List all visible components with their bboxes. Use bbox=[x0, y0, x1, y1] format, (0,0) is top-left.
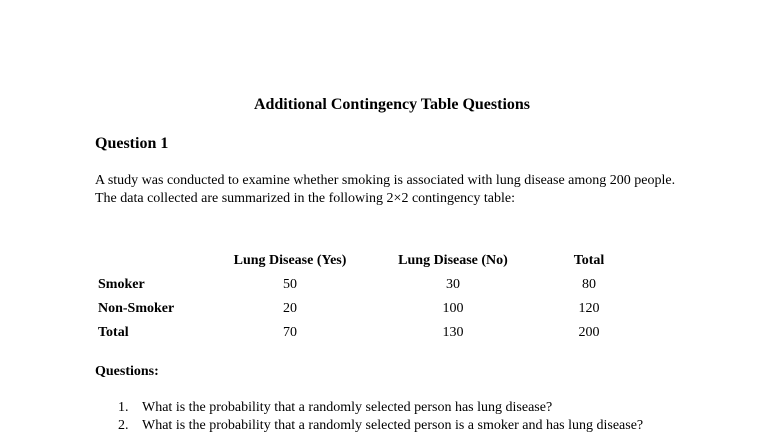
list-item bbox=[95, 399, 675, 417]
table-row-total bbox=[95, 321, 629, 345]
question-number: 2. bbox=[118, 418, 129, 433]
cell-total: 80 bbox=[582, 277, 596, 292]
intro-line-1: A study was conducted to examine whether smoking is associated with lung disease among 200 people. bbox=[95, 173, 676, 188]
intro-line-2: The data collected are summarized in the following 2×2 contingency table: bbox=[95, 191, 515, 206]
question-heading: Question 1 bbox=[95, 135, 169, 152]
cell-no: 130 bbox=[442, 325, 464, 340]
table-row-non-smoker bbox=[95, 297, 629, 321]
header-lung-disease-no: Lung Disease (No) bbox=[398, 253, 508, 268]
header-total: Total bbox=[573, 253, 605, 268]
table-row-smoker bbox=[95, 273, 629, 297]
cell-yes: 50 bbox=[283, 277, 297, 292]
header-blank bbox=[95, 249, 223, 273]
cell-no: 30 bbox=[446, 277, 460, 292]
questions-list bbox=[95, 399, 675, 435]
cell-yes: 20 bbox=[283, 301, 297, 316]
intro-paragraph bbox=[95, 172, 695, 208]
header-lung-disease-yes: Lung Disease (Yes) bbox=[233, 253, 347, 268]
questions-heading: Questions: bbox=[95, 364, 159, 379]
list-item bbox=[95, 417, 675, 435]
table-header-row bbox=[95, 249, 629, 273]
cell-total: 200 bbox=[578, 325, 600, 340]
row-label: Smoker bbox=[98, 277, 145, 292]
cell-no: 100 bbox=[442, 301, 464, 316]
question-text: What is the probability that a randomly selected person is a smoker and has lung disease? bbox=[142, 418, 644, 433]
cell-yes: 70 bbox=[283, 325, 297, 340]
cell-total: 120 bbox=[578, 301, 600, 316]
question-number: 1. bbox=[118, 400, 129, 415]
question-text: What is the probability that a randomly selected person has lung disease? bbox=[142, 400, 553, 415]
contingency-table bbox=[95, 249, 629, 345]
row-label: Non-Smoker bbox=[98, 301, 175, 316]
row-label: Total bbox=[98, 325, 129, 340]
document-title: Additional Contingency Table Questions bbox=[253, 96, 531, 113]
